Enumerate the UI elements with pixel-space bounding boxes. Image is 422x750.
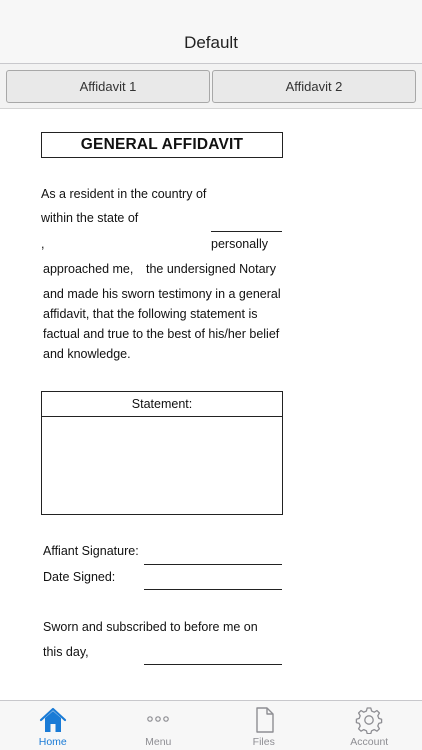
state-text: within the state of <box>41 211 139 225</box>
tab-home-label: Home <box>38 736 67 748</box>
tab-files[interactable] <box>211 701 317 750</box>
resident-country-text: As a resident in the country of <box>41 187 207 201</box>
bottom-tab-bar <box>0 700 422 750</box>
sworn-testimony-text: and made his sworn testimony in a general <box>43 287 281 301</box>
tab-files-label: Files <box>252 736 275 748</box>
date-signed-line[interactable] <box>144 589 282 590</box>
undersigned-notary-text: the undersigned Notary <box>146 262 276 276</box>
navigation-bar <box>0 0 422 64</box>
tab-account-label: Account <box>350 736 389 748</box>
sworn-subscribed-text: Sworn and subscribed to before me on <box>43 620 258 634</box>
date-signed-label: Date Signed: <box>43 570 116 584</box>
comma-text: , <box>41 237 45 251</box>
document-title: GENERAL AFFIDAVIT <box>41 132 283 158</box>
statement-label: Statement: <box>42 392 282 417</box>
tab-menu[interactable] <box>106 701 212 750</box>
tab-affidavit-2[interactable]: Affidavit 2 <box>212 70 416 103</box>
statement-box <box>41 391 283 515</box>
file-icon <box>249 706 279 734</box>
affidavit-statement-text: affidavit, that the following statement is <box>43 307 258 321</box>
statement-field[interactable] <box>42 417 282 515</box>
this-day-line[interactable] <box>144 664 282 665</box>
tab-affidavit-1[interactable]: Affidavit 1 <box>6 70 210 103</box>
page-title: Default <box>184 33 238 52</box>
affidavit-document <box>0 110 422 700</box>
tab-home[interactable] <box>0 701 106 750</box>
factual-text: factual and true to the best of his/her belief <box>43 327 280 341</box>
ellipsis-icon <box>143 706 173 734</box>
tab-account[interactable] <box>317 701 422 750</box>
affiant-signature-label: Affiant Signature: <box>43 544 139 558</box>
affidavit-tabs <box>0 64 422 109</box>
state-field-line[interactable] <box>211 231 282 232</box>
gear-icon <box>354 706 384 734</box>
personally-text: personally <box>211 237 268 251</box>
this-day-text: this day, <box>43 645 89 659</box>
home-icon <box>38 706 68 734</box>
tab-menu-label: Menu <box>145 736 172 748</box>
knowledge-text: and knowledge. <box>43 347 131 361</box>
approached-text: approached me, <box>43 262 134 276</box>
affiant-signature-line[interactable] <box>144 564 282 565</box>
